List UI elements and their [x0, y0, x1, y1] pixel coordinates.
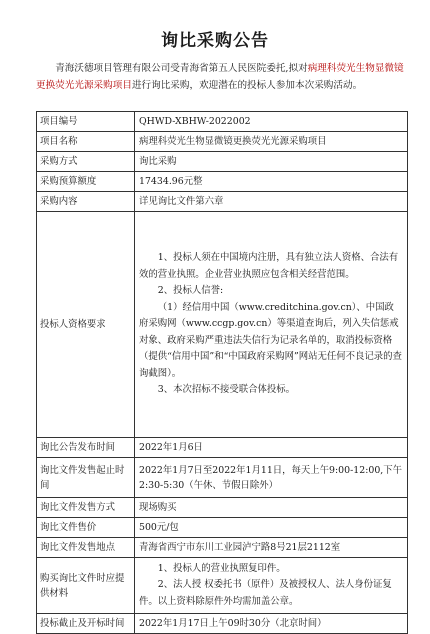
row-label: 投标截止及开标时间 [37, 614, 135, 634]
row-value: 17434.96元整 [135, 172, 408, 192]
row-value [135, 558, 408, 614]
row-label: 询比文件发售方式 [37, 498, 135, 518]
row-value: 详见询比文件第六章 [135, 192, 408, 212]
page-title: 询比采购公告 [161, 31, 269, 51]
row-value: 500元/包 [135, 518, 408, 538]
qualification-line: 3、本次招标不接受联合体投标。 [157, 384, 296, 396]
row-value: 2022年1月6日 [135, 438, 408, 458]
row-value: 病理科荧光生物显微镜更换荧光光源采购项目 [135, 132, 408, 152]
row-value: QHWD-XBHW-2022002 [135, 112, 408, 132]
table-row [37, 192, 408, 212]
row-value: 2022年1月17日上午09时30分（北京时间） [135, 614, 408, 634]
table-row [37, 558, 408, 614]
table-row [37, 152, 408, 172]
intro-prefix: 青海沃德项目管理有限公司受青海省第五人民医院委托,拟对 [55, 63, 308, 74]
row-label: 询比文件售价 [37, 518, 135, 538]
table-row [37, 212, 408, 438]
row-label: 投标人资格要求 [37, 212, 135, 438]
intro-project-name: 病理科荧光生物显微镜更换荧光光源采购项目 [36, 63, 404, 91]
table-row [37, 438, 408, 458]
qualification-line: （1）经信用中国（www.creditchina.gov.cn）、中国政府采购网（www.ccgp.gov.cn）等渠道查询后，列入失信惩戒对象、政府采购严重违法失信行为记录名单的，取消投标资格（提供“信用中国”和“中国政府采购网”网站无任何不良记录的查询截图）。 [139, 301, 402, 379]
row-label: 询比文件发售地点 [37, 538, 135, 558]
intro-paragraph [36, 60, 408, 94]
qualification-line: 2、投标人信誉: [157, 285, 224, 297]
row-value: 现场购买 [135, 498, 408, 518]
row-label: 采购预算额度 [37, 172, 135, 192]
row-label: 项目编号 [37, 112, 135, 132]
table-row [37, 458, 408, 498]
row-label: 询比文件发售起止时间 [37, 458, 135, 498]
row-value: 青海省西宁市东川工业园泸宁路8号21层2112室 [135, 538, 408, 558]
table-row [37, 518, 408, 538]
table-row [37, 498, 408, 518]
info-table [36, 111, 408, 634]
row-label: 采购内容 [37, 192, 135, 212]
row-value: 2022年1月7日至2022年1月11日，每天上午9:00-12:00,下午2:30-5:30（午休、节假日除外） [135, 458, 408, 498]
table-row [37, 132, 408, 152]
table-row [37, 112, 408, 132]
row-value [135, 212, 408, 438]
table-row [37, 538, 408, 558]
row-label: 项目名称 [37, 132, 135, 152]
row-label: 询比公告发布时间 [37, 438, 135, 458]
intro-suffix: 进行询比采购，欢迎潜在的投标人参加本次采购活动。 [131, 80, 363, 91]
row-label: 采购方式 [37, 152, 135, 172]
table-row [37, 614, 408, 634]
materials-line: 1、投标人的营业执照复印件。 [157, 562, 286, 574]
table-row [37, 172, 408, 192]
row-label: 购买询比文件时应提供材料 [37, 558, 135, 614]
qualification-line: 1、投标人须在中国境内注册，具有独立法人资格、合法有效的营业执照。企业营业执照应包含相关经营范围。 [139, 252, 399, 280]
materials-line: 2、法人授 权委托书（原件）及被授权人、法人身份证复件。以上资料除原件外均需加盖公章。 [139, 579, 392, 607]
row-value: 询比采购 [135, 152, 408, 172]
